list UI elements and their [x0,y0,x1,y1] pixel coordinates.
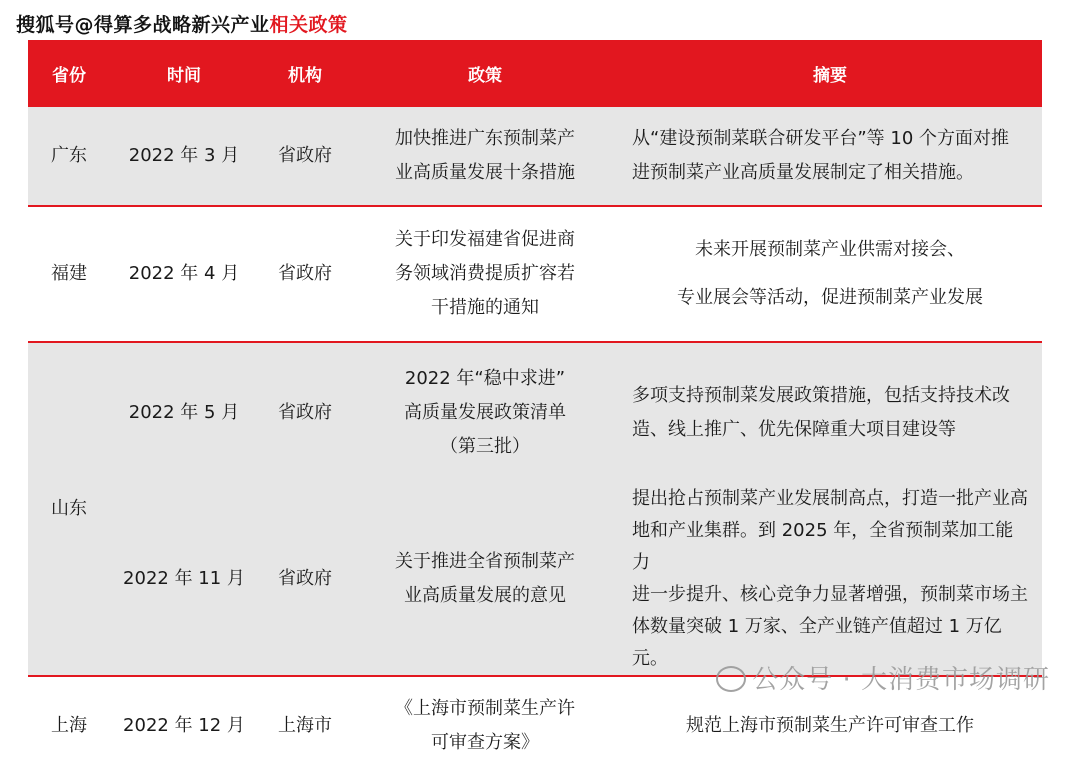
policy-line: 务领域消费提质扩容若 [395,263,575,284]
province-cell: 山东 [28,342,110,676]
province-cell: 福建 [28,206,110,342]
policy-cell [352,206,618,342]
policy-cell [352,676,618,774]
summary-line: 进预制菜产业高质量发展制定了相关措施。 [632,162,974,183]
agency-cell: 省政府 [258,107,352,206]
summary-line: 多项支持预制菜发展政策措施，包括支持技术改 [632,385,1010,406]
column-header-date: 时间 [110,40,258,107]
agency-cell: 上海市 [258,676,352,774]
summary-cell [618,483,1042,676]
column-header-agency: 机构 [258,40,352,107]
title-prefix: 搜狐号@得算多战略新兴产业 [16,14,270,36]
summary-line: 造、线上推广、优先保障重大项目建设等 [632,419,956,440]
policy-line: 高质量发展政策清单 [404,402,566,423]
policy-cell [352,342,618,483]
agency-cell: 省政府 [258,342,352,483]
table-row [28,107,1042,206]
policy-line: 关于推进全省预制菜产 [395,551,575,572]
date-cell: 2022 年 5 月 [110,342,258,483]
table-row [28,206,1042,342]
table-row [28,483,1042,676]
date-cell: 2022 年 4 月 [110,206,258,342]
policy-line: 关于印发福建省促进商 [395,229,575,250]
summary-line: 未来开展预制菜产业供需对接会、 [695,239,965,260]
table-row [28,342,1042,483]
policy-line: 可审查方案》 [431,731,539,753]
watermark [716,659,1050,696]
policy-line: 2022 年“稳中求进” [404,368,566,389]
column-header-summary: 摘要 [618,40,1042,107]
summary-cell [618,342,1042,483]
province-cell: 上海 [28,676,110,774]
date-cell: 2022 年 12 月 [110,676,258,774]
policy-line: 业高质量发展的意见 [404,585,566,606]
summary-line: 规范上海市预制菜生产许可审查工作 [686,714,974,736]
summary-line: 从“建设预制菜联合研发平台”等 10 个方面对推 [632,128,1009,149]
agency-cell: 省政府 [258,206,352,342]
column-header-policy: 政策 [352,40,618,107]
policy-line: 《上海市预制菜生产许 [395,697,575,719]
wechat-icon [716,666,746,692]
summary-line: 体数量突破 1 万家、全产业链产值超过 1 万亿元。 [632,616,1002,669]
policy-line: 业高质量发展十条措施 [395,162,575,183]
column-header-province: 省份 [28,40,110,107]
province-cell: 广东 [28,107,110,206]
summary-line: 地和产业集群。到 2025 年，全省预制菜加工能力 [632,520,1014,573]
summary-line: 专业展会等活动，促进预制菜产业发展 [677,287,983,308]
date-cell: 2022 年 3 月 [110,107,258,206]
policy-line: （第三批） [440,436,530,457]
date-cell: 2022 年 11 月 [110,483,258,676]
summary-cell [618,206,1042,342]
policy-cell [352,483,618,676]
policy-line: 加快推进广东预制菜产 [395,128,575,149]
watermark-text: 公众号 · 大消费市场调研 [752,665,1050,695]
policy-cell [352,107,618,206]
title-suffix: 相关政策 [269,14,348,36]
table-header-row [28,40,1042,107]
page-title [16,10,348,37]
summary-cell [618,107,1042,206]
summary-line: 提出抢占预制菜产业发展制高点，打造一批产业高 [632,488,1028,509]
policy-line: 干措施的通知 [431,297,539,318]
agency-cell: 省政府 [258,483,352,676]
summary-line: 进一步提升、核心竞争力显著增强，预制菜市场主 [632,584,1028,605]
